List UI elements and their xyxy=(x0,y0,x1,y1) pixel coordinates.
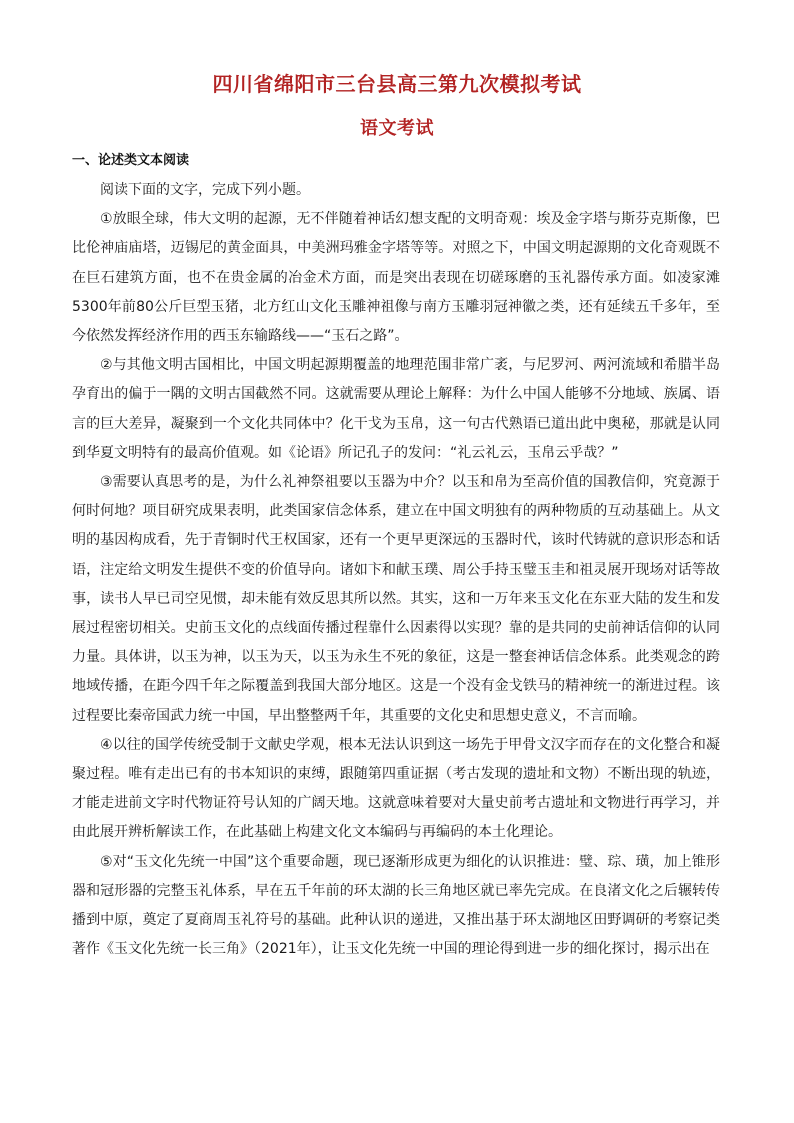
paragraph-4: ④以往的国学传统受制于文献史学观，根本无法认识到这一场先于甲骨文汉字而存在的文化整合和凝聚过程。唯有走出已有的书本知识的束缚，跟随第四重证据（考古发现的遗址和文物）不断出现的轨迹，才能走进前文字时代物证符号认知的广阔天地。这就意味着要对大量史前考古遗址和文物进行再学习，并由此展开辨析解读工作，在此基础上构建文化文本编码与再编码的本土化理论。 xyxy=(72,736,720,841)
paragraph-2: ②与其他文明古国相比，中国文明起源期覆盖的地理范围非常广袤，与尼罗河、两河流域和希腊半岛孕育出的偏于一隅的文明古国截然不同。这就需要从理论上解释：为什么中国人能够不分地域、族属、语言的巨大差异，凝聚到一个文化共同体中？化干戈为玉帛，这一句古代熟语已道出此中奥秘，那就是认同到华夏文明特有的最高价值观。如《论语》所记孔子的发问：“礼云礼云，玉帛云乎哉？” xyxy=(72,357,720,461)
article-body xyxy=(72,176,720,964)
paragraph-3: ③需要认真思考的是，为什么礼神祭祖要以玉器为中介？以玉和帛为至高价值的国教信仰，究竟源于何时何地？项目研究成果表明，此类国家信念体系，建立在中国文明独有的两种物质的互动基础上。从文明的基因构成看，先于青铜时代王权国家，还有一个更早更深远的玉器时代，该时代铸就的意识形态和话语，注定给文明发生提供不变的价值导向。诸如卞和献玉璞、周公手持玉璧玉圭和祖灵展开现场对话等故事，读书人早已司空见惯，却未能有效反思其所以然。其实，这和一万年来玉文化在东亚大陆的发生和发展过程密切相关。史前玉文化的点线面传播过程靠什么因素得以实现？靠的是共同的史前神话信仰的认同力量。具体讲，以玉为神，以玉为天，以玉为永生不死的象征，这是一整套神话信念体系。此类观念的跨地域传播，在距今四千年之际覆盖到我国大部分地区。这是一个没有金戈铁马的精神统一的渐进过程。该过程要比秦帝国武力统一中国，早出整整两千年，其重要的文化史和思想史意义，不言而喻。 xyxy=(72,474,720,724)
page-subtitle: 语文考试 xyxy=(360,118,434,139)
section-heading: 一、论述类文本阅读 xyxy=(72,153,190,168)
instruction-paragraph: 阅读下面的文字，完成下列小题。 xyxy=(100,182,310,198)
paragraph-5: ⑤对“玉文化先统一中国”这个重要命题，现已逐渐形成更为细化的认识推进：璧、琮、璜，加上锥形器和冠形器的完整玉礼体系，早在五千年前的环太湖的长三角地区就已率先完成。在良渚文化之后辗转传播到中原，奠定了夏商周玉礼符号的基础。此种认识的递进，又推出基于环太湖地区田野调研的考察记类著作《玉文化先统一长三角》（2021年），让玉文化先统一中国的理论得到进一步的细化探讨，揭示出在 xyxy=(72,853,720,958)
paragraph-1: ①放眼全球，伟大文明的起源，无不伴随着神话幻想支配的文明奇观：埃及金字塔与斯芬克斯像，巴比伦神庙庙塔，迈锡尼的黄金面具，中美洲玛雅金字塔等等。对照之下，中国文明起源期的文化奇观既不在巨石建筑方面，也不在贵金属的冶金术方面，而是突出表现在切磋琢磨的玉礼器传承方面。如凌家滩5300年前80公斤巨型玉猪，北方红山文化玉雕神祖像与南方玉雕羽冠神徽之类，还有延续五千多年，至今依然发挥经济作用的西玉东输路线——“玉石之路”。 xyxy=(72,211,720,345)
page-title: 四川省绵阳市三台县高三第九次模拟考试 xyxy=(212,72,582,96)
